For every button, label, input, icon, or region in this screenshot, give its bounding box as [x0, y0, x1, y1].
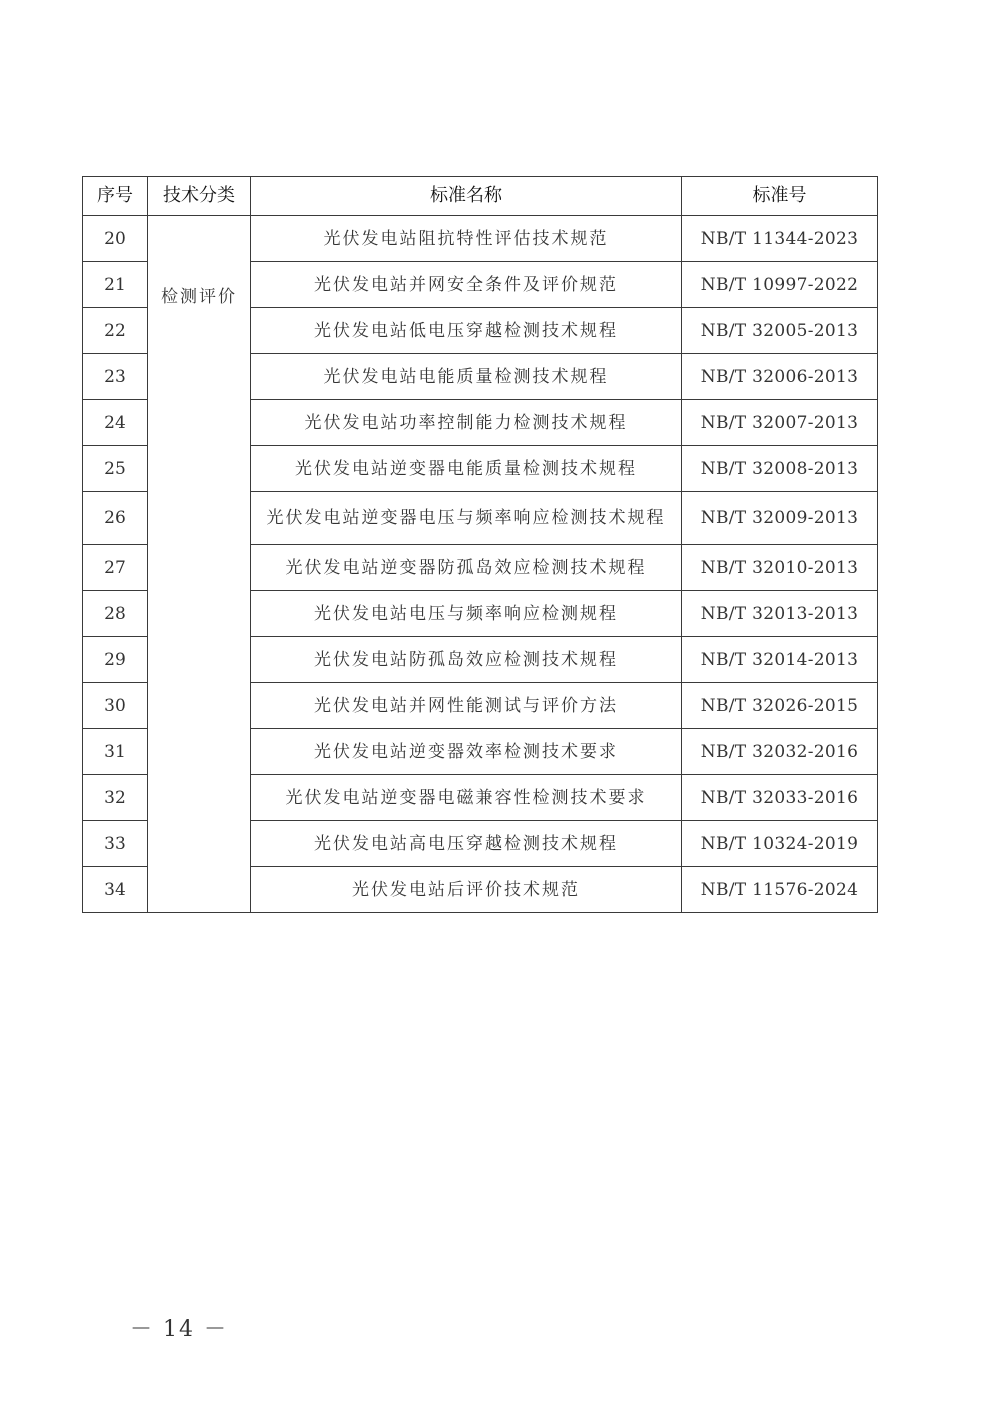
- standard-name: 光伏发电站高电压穿越检测技术规程: [251, 821, 682, 867]
- standard-code: NB/T 32026-2015: [682, 683, 878, 729]
- standard-code: NB/T 32007-2013: [682, 400, 878, 446]
- standard-name: 光伏发电站防孤岛效应检测技术规程: [251, 637, 682, 683]
- standard-code: NB/T 32006-2013: [682, 354, 878, 400]
- row-number: 33: [83, 821, 148, 867]
- standard-code: NB/T 32013-2013: [682, 591, 878, 637]
- standard-name: 光伏发电站电能质量检测技术规程: [251, 354, 682, 400]
- header-name: 标准名称: [251, 177, 682, 216]
- standard-name: 光伏发电站后评价技术规范: [251, 867, 682, 913]
- row-number: 27: [83, 545, 148, 591]
- standard-code: NB/T 10997-2022: [682, 262, 878, 308]
- header-category: 技术分类: [148, 177, 251, 216]
- standard-code: NB/T 32008-2013: [682, 446, 878, 492]
- row-number: 21: [83, 262, 148, 308]
- standards-table: [82, 176, 878, 913]
- standard-name: 光伏发电站逆变器电压与频率响应检测技术规程: [251, 492, 682, 545]
- standard-code: NB/T 32005-2013: [682, 308, 878, 354]
- standard-name: 光伏发电站逆变器电能质量检测技术规程: [251, 446, 682, 492]
- category-cell: 检测评价: [148, 216, 251, 913]
- row-number: 31: [83, 729, 148, 775]
- standard-code: NB/T 32014-2013: [682, 637, 878, 683]
- standard-code: NB/T 32010-2013: [682, 545, 878, 591]
- standard-name: 光伏发电站并网性能测试与评价方法: [251, 683, 682, 729]
- table-row: [83, 216, 878, 262]
- standard-code: NB/T 11344-2023: [682, 216, 878, 262]
- standard-name: 光伏发电站逆变器防孤岛效应检测技术规程: [251, 545, 682, 591]
- row-number: 34: [83, 867, 148, 913]
- page-number: － 14 －: [130, 1317, 228, 1342]
- row-number: 32: [83, 775, 148, 821]
- header-code: 标准号: [682, 177, 878, 216]
- standard-code: NB/T 32033-2016: [682, 775, 878, 821]
- row-number: 29: [83, 637, 148, 683]
- standard-name: 光伏发电站并网安全条件及评价规范: [251, 262, 682, 308]
- standard-code: NB/T 32009-2013: [682, 492, 878, 545]
- standard-name: 光伏发电站逆变器电磁兼容性检测技术要求: [251, 775, 682, 821]
- standard-name: 光伏发电站电压与频率响应检测规程: [251, 591, 682, 637]
- row-number: 26: [83, 492, 148, 545]
- standard-code: NB/T 11576-2024: [682, 867, 878, 913]
- standard-code: NB/T 32032-2016: [682, 729, 878, 775]
- row-number: 30: [83, 683, 148, 729]
- header-no: 序号: [83, 177, 148, 216]
- row-number: 28: [83, 591, 148, 637]
- row-number: 22: [83, 308, 148, 354]
- standard-name: 光伏发电站功率控制能力检测技术规程: [251, 400, 682, 446]
- standard-code: NB/T 10324-2019: [682, 821, 878, 867]
- row-number: 23: [83, 354, 148, 400]
- row-number: 24: [83, 400, 148, 446]
- row-number: 20: [83, 216, 148, 262]
- standard-name: 光伏发电站阻抗特性评估技术规范: [251, 216, 682, 262]
- standard-name: 光伏发电站逆变器效率检测技术要求: [251, 729, 682, 775]
- standard-name: 光伏发电站低电压穿越检测技术规程: [251, 308, 682, 354]
- table-header-row: [83, 177, 878, 216]
- row-number: 25: [83, 446, 148, 492]
